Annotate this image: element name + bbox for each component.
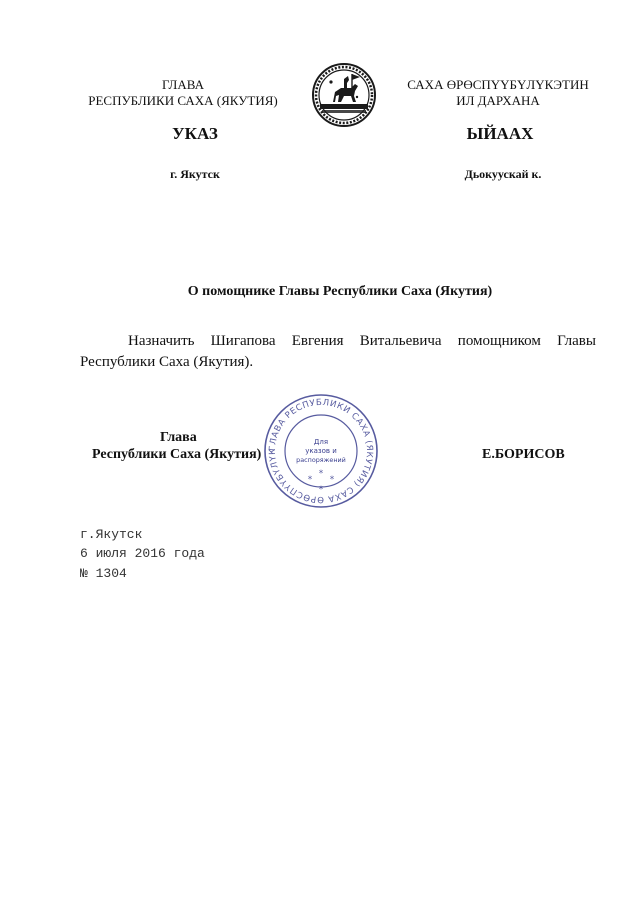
stamp-center-line2: указов и: [305, 447, 337, 455]
body-word: Евгения: [291, 333, 344, 349]
svg-text:*: *: [318, 469, 324, 479]
place-right: Дьокуускай к.: [464, 167, 542, 181]
signature-role-line2: Республики Саха (Якутия): [92, 447, 262, 462]
svg-text:*: *: [307, 475, 313, 485]
official-round-stamp-icon: [262, 392, 380, 510]
svg-text:*: *: [329, 475, 335, 485]
header-left-line1: ГЛАВА: [162, 77, 204, 92]
body-word: Витальевича: [359, 333, 442, 349]
body-word: Главы: [557, 333, 596, 349]
body-word: Назначить: [128, 333, 195, 349]
coat-of-arms-icon: [311, 62, 377, 128]
doc-type-left: УКАЗ: [172, 124, 218, 143]
stamp-center-line3: распоряжений: [296, 456, 346, 464]
doc-type-right: ЫЙААХ: [466, 124, 534, 143]
footer-date: 6 июля 2016 года: [80, 546, 205, 561]
footer-number: № 1304: [80, 566, 127, 581]
svg-text:*: *: [318, 485, 324, 495]
header-right: [388, 77, 608, 109]
decree-title: О помощнике Главы Республики Саха (Якутия): [187, 284, 493, 299]
footer-city: г.Якутск: [80, 527, 143, 542]
stamp-outer-text: ГЛАВА РЕСПУБЛИКИ САХА (ЯКУТИЯ) САХА ӨРӨСПҮҮБҮЛҮК: [267, 397, 375, 505]
header-left-line2: РЕСПУБЛИКИ САХА (ЯКУТИЯ): [88, 93, 278, 108]
body-word: помощником: [457, 333, 541, 349]
decree-body-line2: Республики Саха (Якутия).: [80, 354, 254, 370]
header-right-line2: ИЛ ДАРХАНА: [456, 93, 540, 108]
header-right-line1: САХА ӨРӨСПҮҮБҮЛҮКЭТИН: [407, 77, 589, 92]
place-left: г. Якутск: [170, 167, 220, 181]
stamp-center-line1: Для: [313, 438, 329, 446]
body-word: Шигапова: [210, 333, 276, 349]
header-left: [78, 77, 288, 109]
signature-role-line1: Глава: [160, 430, 197, 445]
decree-body-line1: [128, 333, 596, 350]
signature-name: Е.БОРИСОВ: [482, 447, 565, 462]
